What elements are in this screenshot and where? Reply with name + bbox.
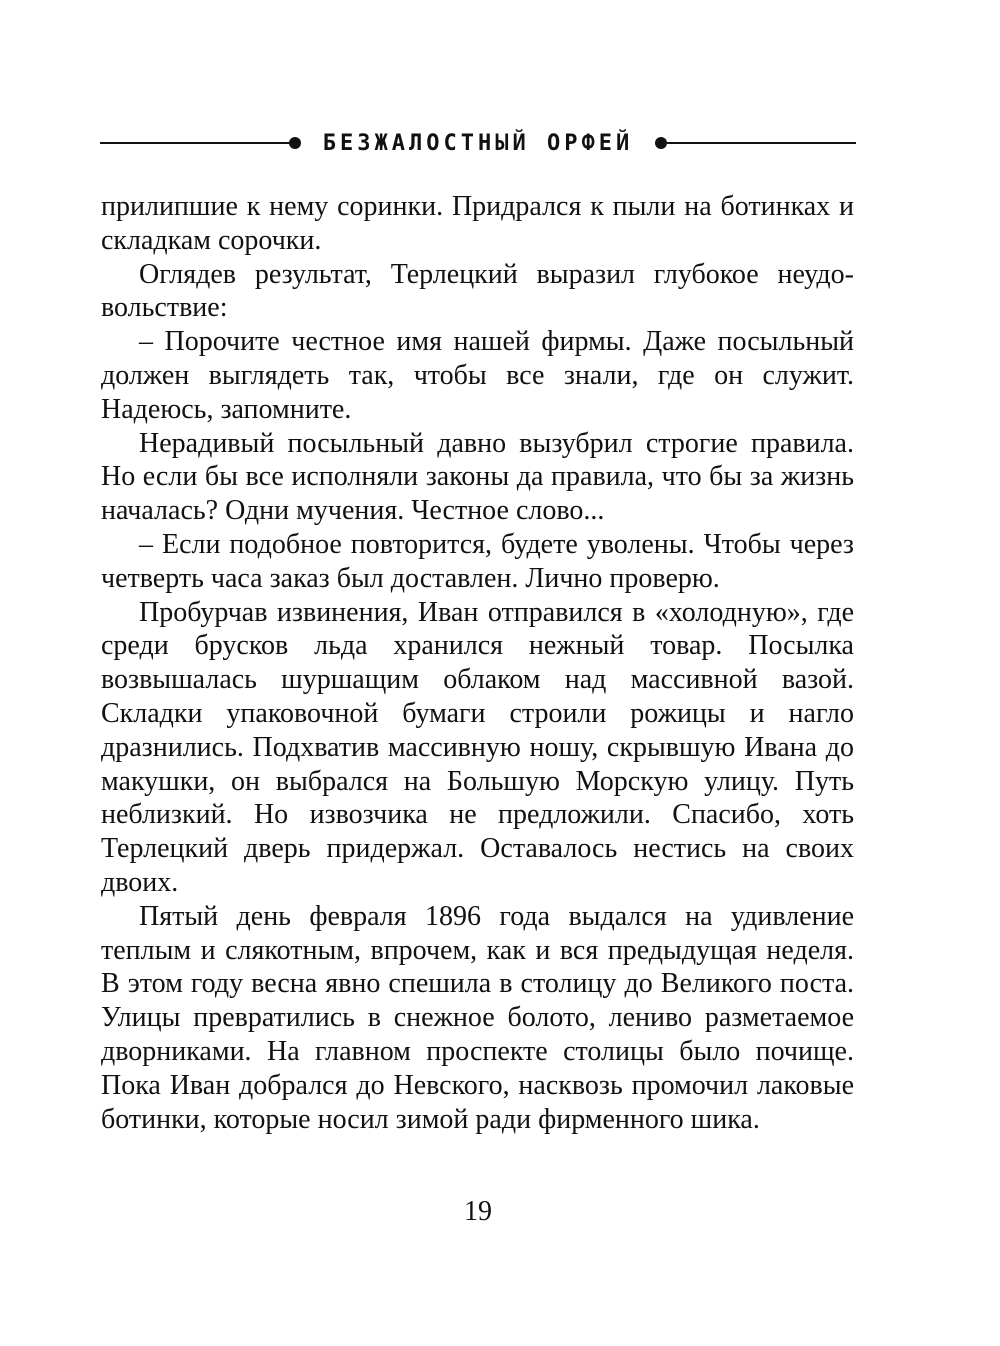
running-header bbox=[100, 126, 856, 160]
running-header-title: БЕЗЖАЛОСТНЫЙ ОРФЕЙ bbox=[322, 130, 634, 156]
paragraph-2: Оглядев результат, Терлецкий выразил глубокое неудовольствие: bbox=[101, 258, 854, 324]
paragraph-5: – Если подобное повторится, будете уволены. Чтобы через четверть часа заказ был доставлен. Лично проверю. bbox=[101, 528, 854, 594]
header-rule-right bbox=[667, 142, 856, 144]
paragraph-3: – Порочите честное имя нашей фирмы. Даже посыльный должен выглядеть так, чтобы все знали, где он служит. Надеюсь, запомните. bbox=[101, 326, 854, 425]
body-text bbox=[101, 190, 854, 1136]
header-bullet-right bbox=[655, 137, 667, 149]
paragraph-4: Нерадивый посыльный давно вызубрил строгие правила. Но если бы все исполняли законы да правила, что бы за жизнь началась? Одни мучения. Честное слово... bbox=[101, 427, 854, 527]
paragraph-6: Пробурчав извинения, Иван отправился в «холодную», где среди брусков льда хранился нежный товар. Посылка возвышалась шуршащим облаком над массивной вазой. Складки упаковочной бумаги строили рожицы и нагло дразнились. Подхватив массивную ношу, скрывшую Ивана до макушки, он выбрался на Большую Морскую улицу. Путь неблизкий. Но извозчика не предложили. Спасибо, хоть Терлецкий дверь придержал. Оставалось нестись на своих двоих. bbox=[101, 596, 854, 898]
header-rule-left bbox=[100, 142, 289, 144]
paragraph-7: Пятый день февраля 1896 года выдался на удивление теплым и слякотным, впрочем, как и вся предыдущая неделя. В этом году весна явно спешила в столицу до Великого поста. Улицы превратились в снежное болото, лениво разметаемое дворниками. На главном проспекте столицы было почище. Пока Иван добрался до Невского, насквозь промочил лаковые ботинки, которые носил зимой ради фирменного шика. bbox=[101, 900, 854, 1135]
paragraph-1: прилипшие к нему соринки. Придрался к пыли на ботинках и складкам сорочки. bbox=[101, 191, 854, 256]
header-bullet-left bbox=[289, 137, 301, 149]
page-number: 19 bbox=[464, 1196, 492, 1227]
